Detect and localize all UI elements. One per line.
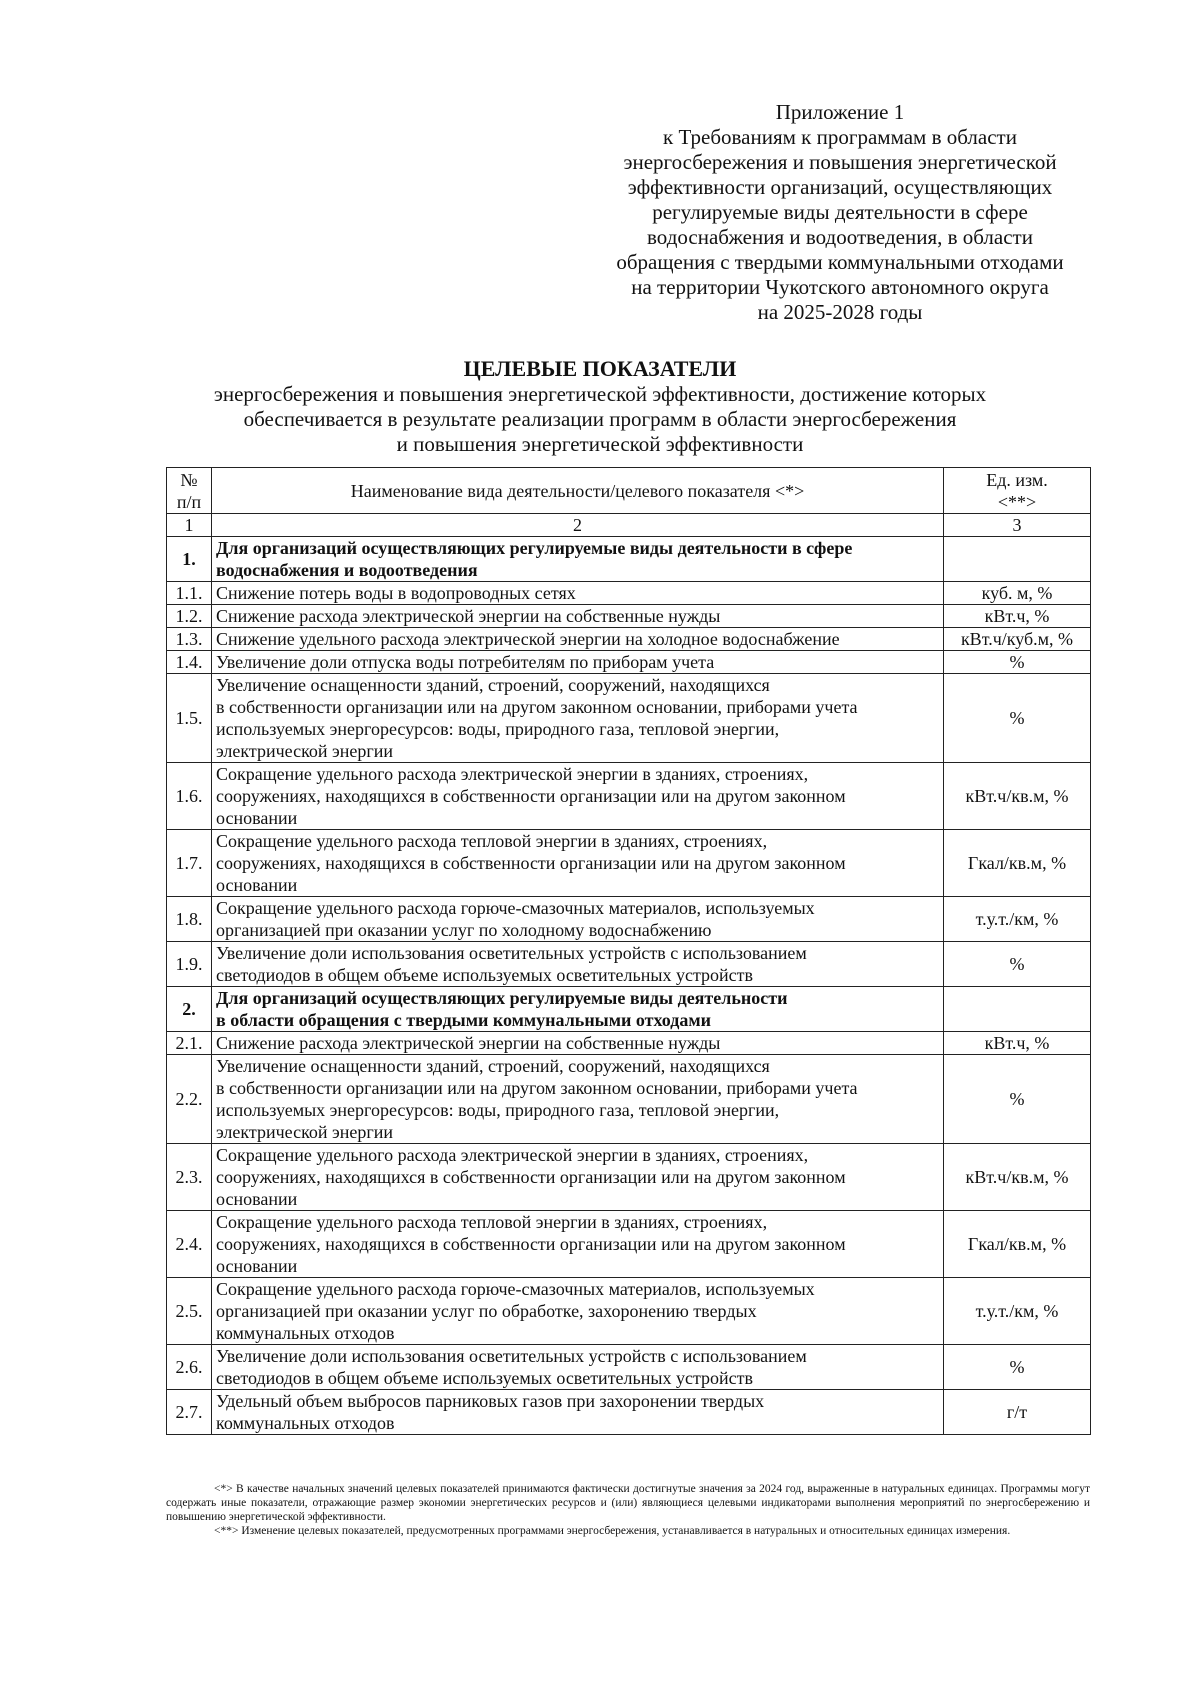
unit-of-measure: г/т [944,1390,1091,1435]
table-row [167,763,1091,830]
appendix-header [560,100,1120,325]
row-number: 1.2. [167,605,212,628]
header-name-line: Наименование вида деятельности/целевого показателя <*> [350,480,805,501]
table-row [167,1278,1091,1345]
indicator-name [212,987,944,1032]
indicator-name [212,1211,944,1278]
indicator-name [212,1345,944,1390]
indicator-name-line: Удельный объем выбросов парниковых газов при захоронении твердых [216,1391,765,1411]
indicator-name-line: Сокращение удельного расхода электрической энергии в зданиях, строениях, [216,1145,809,1165]
indicator-name [212,537,944,582]
table-row [167,582,1091,605]
table-row [167,628,1091,651]
indicator-name [212,1390,944,1435]
indicator-name-line: Увеличение доли отпуска воды потребителям по приборам учета [216,652,715,672]
indicator-name [212,1032,944,1055]
section-row [167,987,1091,1032]
unit-of-measure: % [944,674,1091,763]
appendix-line: на территории Чукотского автономного округа [631,275,1049,299]
table-header-row [167,468,1091,514]
indicator-name-line: электрической энергии [216,1122,394,1142]
column-numbers-row [167,514,1091,537]
indicator-name-line: Сокращение удельного расхода тепловой энергии в зданиях, строениях, [216,831,768,851]
table-row [167,651,1091,674]
indicator-name-line: Увеличение оснащенности зданий, строений, сооружений, находящихся [216,1056,770,1076]
row-number: 1.9. [167,942,212,987]
subtitle-line: и повышения энергетической эффективности [396,432,804,456]
unit-of-measure [944,987,1091,1032]
indicator-name-line: используемых энергоресурсов: воды, природного газа, тепловой энергии, [216,1100,780,1120]
unit-of-measure: кВт.ч/кв.м, % [944,763,1091,830]
appendix-line: к Требованиям к программам в области [663,125,1017,149]
indicator-name [212,830,944,897]
unit-of-measure: % [944,651,1091,674]
row-number: 1.3. [167,628,212,651]
row-number: 2.2. [167,1055,212,1144]
targets-table [166,467,1091,1435]
table-row [167,1390,1091,1435]
unit-of-measure: % [944,1345,1091,1390]
indicator-name-line: основании [216,808,298,828]
table-row [167,830,1091,897]
row-number: 2.4. [167,1211,212,1278]
table-row [167,1345,1091,1390]
indicator-name-line: сооружениях, находящихся в собственности организации или на другом законном [216,786,846,806]
indicator-name [212,674,944,763]
table-row [167,1211,1091,1278]
header-unit-line: Ед. изм. [986,469,1048,490]
unit-of-measure: т.у.т./км, % [944,897,1091,942]
table-row [167,1055,1091,1144]
row-number: 2.6. [167,1345,212,1390]
unit-of-measure: куб. м, % [944,582,1091,605]
header-num-line: № [180,469,198,490]
indicator-name-line: электрической энергии [216,741,394,761]
appendix-line: Приложение 1 [775,100,905,124]
row-number: 2.3. [167,1144,212,1211]
indicator-name-line: в области обращения с твердыми коммунальными отходами [216,1010,712,1030]
indicator-name [212,651,944,674]
table-row [167,942,1091,987]
indicator-name-line: основании [216,875,298,895]
indicator-name-line: светодиодов в общем объеме используемых осветительных устройств [216,965,754,985]
indicator-name-line: организацией при оказании услуг по обработке, захоронению твердых [216,1301,757,1321]
unit-of-measure: кВт.ч/кв.м, % [944,1144,1091,1211]
indicator-name-line: организацией при оказании услуг по холодному водоснабжению [216,920,712,940]
row-number: 1.6. [167,763,212,830]
column-number: 2 [212,514,944,537]
header-num [167,468,212,514]
indicator-name [212,605,944,628]
indicator-name-line: водоснабжения и водоотведения [216,560,478,580]
indicator-name-line: Снижение удельного расхода электрической энергии на холодное водоснабжение [216,629,840,649]
unit-of-measure: % [944,1055,1091,1144]
unit-of-measure: кВт.ч/куб.м, % [944,628,1091,651]
header-unit-line: <**> [997,491,1037,512]
row-number: 2.7. [167,1390,212,1435]
unit-of-measure: Гкал/кв.м, % [944,830,1091,897]
indicator-name [212,942,944,987]
row-number: 1.5. [167,674,212,763]
row-number: 2.5. [167,1278,212,1345]
row-number: 1.1. [167,582,212,605]
unit-of-measure [944,537,1091,582]
appendix-line: водоснабжения и водоотведения, в области [647,225,1033,249]
indicator-name-line: в собственности организации или на другом законном основании, приборами учета [216,1078,858,1098]
indicator-name-line: Увеличение доли использования осветительных устройств с использованием [216,943,807,963]
header-name [212,468,944,514]
footnotes [166,1482,1090,1538]
indicator-name-line: Снижение расхода электрической энергии на собственные нужды [216,606,721,626]
indicator-name [212,1055,944,1144]
subtitle-line: энергосбережения и повышения энергетической эффективности, достижение которых [213,382,987,406]
indicator-name [212,763,944,830]
header-num-line: п/п [176,491,202,512]
indicator-name-line: Сокращение удельного расхода электрической энергии в зданиях, строениях, [216,764,809,784]
indicator-name-line: используемых энергоресурсов: воды, природного газа, тепловой энергии, [216,719,780,739]
row-number: 1.8. [167,897,212,942]
appendix-line: энергосбережения и повышения энергетической [623,150,1057,174]
row-number: 2.1. [167,1032,212,1055]
indicator-name-line: Увеличение оснащенности зданий, строений, сооружений, находящихся [216,675,770,695]
indicator-name [212,897,944,942]
indicator-name [212,628,944,651]
indicator-name-line: Сокращение удельного расхода горюче-смазочных материалов, используемых [216,1279,815,1299]
indicator-name-line: Снижение потерь воды в водопроводных сетях [216,583,576,603]
indicator-name-line: Сокращение удельного расхода тепловой энергии в зданиях, строениях, [216,1212,768,1232]
column-number: 3 [944,514,1091,537]
document-subtitle [150,382,1050,457]
indicator-name-line: коммунальных отходов [216,1323,395,1343]
row-number: 1.4. [167,651,212,674]
document-title: ЦЕЛЕВЫЕ ПОКАЗАТЕЛИ [463,356,737,381]
footnote: <*> В качестве начальных значений целевых показателей принимаются фактически достигнутые значения за 2024 год, выраженные в натуральных единицах. Программы могут содержать иные показатели, отражающие размер экономии энергетических ресурсов и (или) являющиеся целевыми индикаторами выполнения мероприятий по энергосбережению и повышению энергетической эффективности. [166,1483,1090,1523]
indicator-name-line: светодиодов в общем объеме используемых осветительных устройств [216,1368,754,1388]
unit-of-measure: % [944,942,1091,987]
indicator-name-line: сооружениях, находящихся в собственности организации или на другом законном [216,853,846,873]
appendix-line: на 2025-2028 годы [757,300,923,324]
indicator-name-line: коммунальных отходов [216,1413,395,1433]
indicator-name-line: Для организаций осуществляющих регулируемые виды деятельности [216,988,788,1008]
section-row [167,537,1091,582]
indicator-name-line: в собственности организации или на другом законном основании, приборами учета [216,697,858,717]
appendix-line: эффективности организаций, осуществляющих [627,175,1053,199]
appendix-line: регулируемые виды деятельности в сфере [652,200,1028,224]
column-number: 1 [167,514,212,537]
header-unit [944,468,1091,514]
unit-of-measure: Гкал/кв.м, % [944,1211,1091,1278]
footnote: <**> Изменение целевых показателей, предусмотренных программами энергосбережения, устанавливается в натуральных и относительных единицах измерения. [214,1525,1011,1537]
indicator-name-line: сооружениях, находящихся в собственности организации или на другом законном [216,1234,846,1254]
unit-of-measure: кВт.ч, % [944,1032,1091,1055]
indicator-name [212,1144,944,1211]
indicator-name-line: сооружениях, находящихся в собственности организации или на другом законном [216,1167,846,1187]
unit-of-measure: кВт.ч, % [944,605,1091,628]
indicator-name-line: основании [216,1189,298,1209]
indicator-name-line: основании [216,1256,298,1276]
indicator-name-line: Снижение расхода электрической энергии на собственные нужды [216,1033,721,1053]
row-number: 2. [167,987,212,1032]
indicator-name [212,582,944,605]
table-row [167,1144,1091,1211]
row-number: 1. [167,537,212,582]
subtitle-line: обеспечивается в результате реализации программ в области энергосбережения [243,407,957,431]
table-row [167,897,1091,942]
table-row [167,1032,1091,1055]
appendix-line: обращения с твердыми коммунальными отходами [616,250,1064,274]
indicator-name-line: Для организаций осуществляющих регулируемые виды деятельности в сфере [216,538,853,558]
table-row [167,605,1091,628]
unit-of-measure: т.у.т./км, % [944,1278,1091,1345]
row-number: 1.7. [167,830,212,897]
indicator-name-line: Сокращение удельного расхода горюче-смазочных материалов, используемых [216,898,815,918]
indicator-name [212,1278,944,1345]
table-row [167,674,1091,763]
indicator-name-line: Увеличение доли использования осветительных устройств с использованием [216,1346,807,1366]
